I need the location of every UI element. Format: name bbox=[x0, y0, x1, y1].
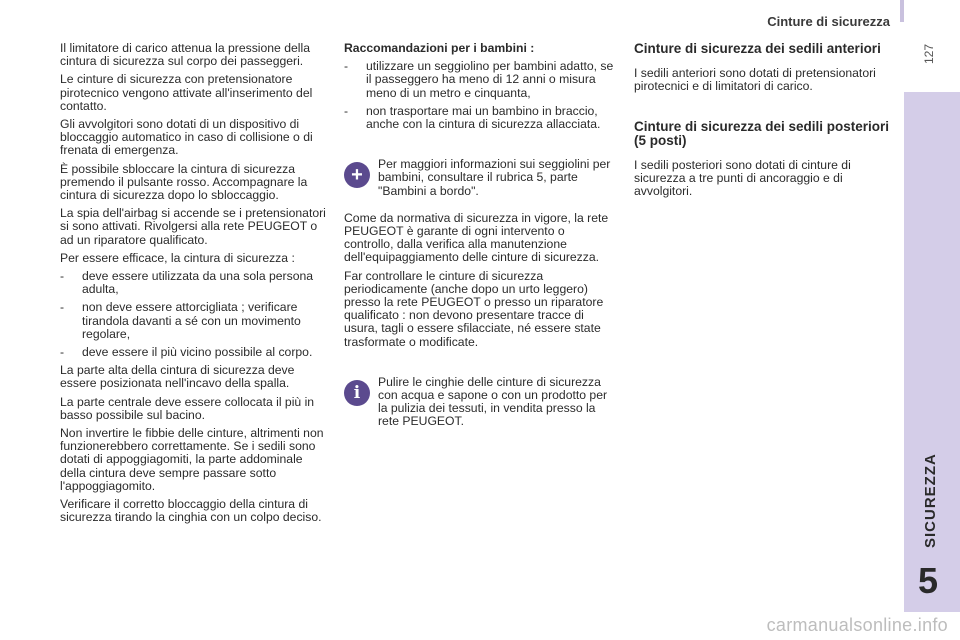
info-icon: i bbox=[344, 380, 370, 406]
note-info: i Pulire le cinghie delle cinture di sicurezza con acqua e sapone o con un prodotto per la pulizia dei tessuti, in vendita presso la rete PEUGEOT. bbox=[344, 376, 616, 429]
paragraph: Verificare il corretto bloccaggio della cintura di sicurezza tirando la cinghia con un colpo deciso. bbox=[60, 497, 322, 525]
paragraph: Non invertire le fibbie delle cinture, altrimenti non funzionerebbero correttamente. Se i sedili sono dotati di appoggiagomiti, la parte addominale della cintura deve sempre passare sotto l'appoggiagomito. bbox=[60, 426, 324, 493]
paragraph: Come da normativa di sicurezza in vigore, la rete PEUGEOT è garante di ogni intervento o controllo, dalla verifica alla manutenzione dell'equipaggiamento delle cinture di sicurezza. bbox=[344, 210, 609, 265]
header-rule bbox=[900, 0, 904, 22]
children-recommendations-heading: Raccomandazioni per i bambini : bbox=[344, 41, 535, 55]
paragraph: Far controllare le cinture di sicurezza periodicamente (anche dopo un urto leggero) presso la rete PEUGEOT o presso un riparatore qualificato : non devono presentare tracce di usura, tagli o essere sfilacciate, né essere state trasformate o modificate. bbox=[344, 268, 604, 349]
column-middle bbox=[344, 42, 616, 443]
page-number: 127 bbox=[922, 43, 936, 64]
paragraph: Le cinture di sicurezza con pretensionatore pirotecnico vengono attivate all'inserimento del contatto. bbox=[60, 72, 313, 113]
column-left bbox=[60, 42, 330, 530]
paragraph: La parte alta della cintura di sicurezza deve essere posizionata nell'incavo della spalla. bbox=[60, 363, 295, 391]
section-heading-rear-seats: Cinture di sicurezza dei sedili posteriori (5 posti) bbox=[634, 118, 890, 149]
paragraph: Gli avvolgitori sono dotati di un dispositivo di bloccaggio automatico in caso di collisione o di frenata di emergenza. bbox=[60, 117, 313, 158]
list-item: - non deve essere attorcigliata ; verificare tirandola davanti a sé con un movimento regolare, bbox=[60, 300, 301, 341]
dash-icon: - bbox=[60, 300, 65, 315]
list-item: - utilizzare un seggiolino per bambini adatto, se il passeggero ha meno di 12 anni o misura meno di un metro e cinquanta, bbox=[344, 59, 614, 100]
note-more-info: + Per maggiori informazioni sui seggiolini per bambini, consultare il rubrica 5, parte "Bambini a bordo". bbox=[344, 158, 616, 198]
paragraph: I sedili anteriori sono dotati di pretensionatori pirotecnici e di limitatori di carico. bbox=[634, 65, 876, 93]
list-item: - deve essere utilizzata da una sola persona adulta, bbox=[60, 269, 314, 297]
page-header-title: Cinture di sicurezza bbox=[767, 14, 890, 29]
paragraph: La spia dell'airbag si accende se i pretensionatori si sono attivati. Rivolgersi alla rete PEUGEOT o ad un riparatore qualificato. bbox=[60, 206, 326, 247]
column-right bbox=[634, 42, 902, 204]
plus-icon: + bbox=[344, 162, 370, 188]
section-heading-front-seats: Cinture di sicurezza dei sedili anteriori bbox=[634, 41, 881, 56]
list-item: - deve essere il più vicino possibile al corpo. bbox=[60, 345, 313, 360]
dash-icon: - bbox=[344, 103, 349, 118]
watermark: carmanualsonline.info bbox=[766, 615, 948, 635]
list-item: - non trasportare mai un bambino in braccio, anche con la cintura di sicurezza allacciata. bbox=[344, 103, 601, 132]
chapter-number: 5 bbox=[918, 560, 939, 601]
dash-icon: - bbox=[60, 269, 65, 284]
paragraph: È possibile sbloccare la cintura di sicurezza premendo il pulsante rosso. Accompagnare la cintura di sicurezza dopo lo sbloccaggio. bbox=[60, 161, 308, 203]
dash-icon: - bbox=[60, 345, 65, 360]
chapter-label: SICUREZZA bbox=[922, 453, 939, 548]
paragraph: I sedili posteriori sono dotati di cinture di sicurezza a tre punti di ancoraggio e di avvolgitori. bbox=[634, 157, 851, 199]
paragraph: Per essere efficace, la cintura di sicurezza : bbox=[60, 250, 295, 265]
paragraph: La parte centrale deve essere collocata il più in basso possibile sul bacino. bbox=[60, 394, 315, 422]
paragraph: Il limitatore di carico attenua la pressione della cintura di sicurezza sul corpo dei passeggeri. bbox=[60, 41, 310, 69]
dash-icon: - bbox=[344, 59, 349, 74]
